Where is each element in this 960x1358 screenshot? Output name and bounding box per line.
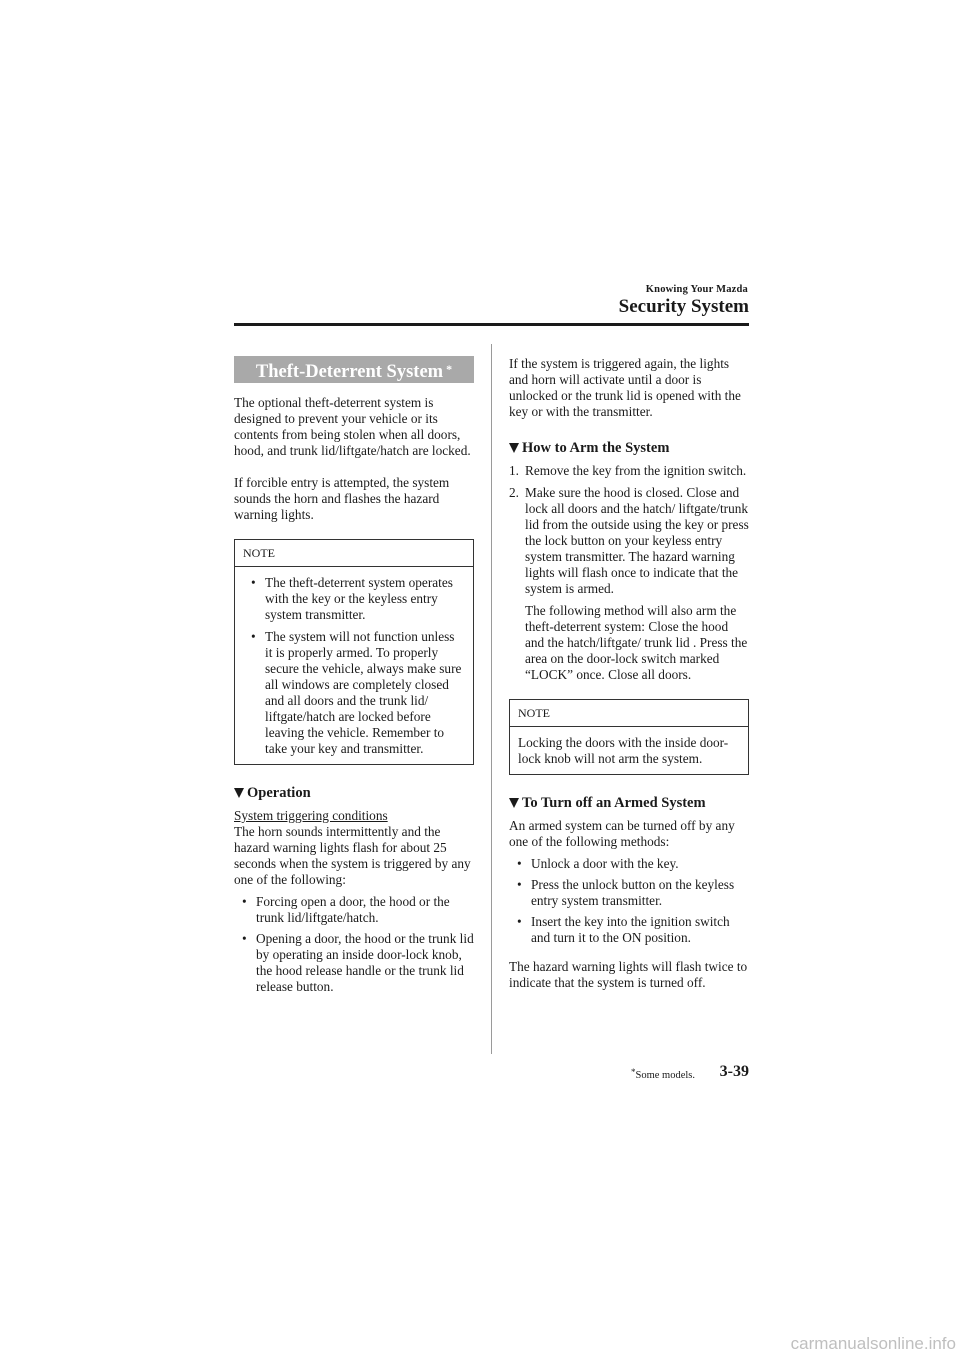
list-item: • Insert the key into the ignition switch and turn it to the ON position. (517, 914, 730, 945)
bullet-icon: • (242, 894, 247, 909)
page-number: 3-39 (719, 1063, 749, 1080)
right-column (509, 356, 749, 991)
column-divider (491, 344, 492, 1054)
bullet-icon: • (251, 575, 256, 590)
asterisk-icon: * (631, 1067, 636, 1077)
arm-heading: How to Arm the System (509, 440, 749, 456)
asterisk-icon: * (446, 362, 453, 376)
intro-paragraph: If forcible entry is attempted, the system sounds the horn and flashes the hazard warning lights. (234, 475, 450, 522)
page-title: Security System (618, 296, 749, 317)
bullet-icon: • (517, 914, 522, 929)
alt-method-text: The following method will also arm the theft-deterrent system: Close the hood and the hatch/liftgate/ trunk lid . Press the area on the door-lock switch marked “LOCK” once. Close all doors. (525, 603, 748, 682)
turn-off-heading: To Turn off an Armed System (509, 795, 749, 811)
banner-title: Theft-Deterrent System (255, 362, 444, 382)
note-heading: NOTE (510, 700, 748, 727)
closing-paragraph: The hazard warning lights will flash twice to indicate that the system is turned off. (509, 959, 748, 990)
section-label: Knowing Your Mazda (645, 284, 748, 295)
note-box (509, 699, 749, 775)
bullet-icon: • (517, 877, 522, 892)
note-bullet: • The theft-deterrent system operates with the key or the keyless entry system transmitter. (251, 575, 453, 622)
step-item: 1. Remove the key from the ignition switch. (509, 463, 747, 478)
intro-paragraph: The optional theft-deterrent system is designed to prevent your vehicle or its contents from being stolen when all doors, hood, and trunk lid/liftgate/hatch are locked. (234, 395, 471, 458)
left-column (234, 356, 474, 1000)
bullet-icon: • (251, 629, 256, 644)
watermark: carmanualsonline.info (790, 1334, 956, 1353)
note-text: Locking the doors with the inside door-lock knob will not arm the system. (518, 735, 729, 766)
bullet-icon: • (242, 931, 247, 946)
list-item: • Press the unlock button on the keyless entry system transmitter. (517, 877, 735, 908)
triangle-down-icon (234, 788, 244, 798)
note-heading: NOTE (235, 540, 473, 567)
section-banner (234, 356, 474, 383)
bullet-icon: • (517, 856, 522, 871)
list-item: • Unlock a door with the key. (517, 856, 679, 871)
list-item: • Forcing open a door, the hood or the trunk lid/liftgate/hatch. (242, 894, 450, 925)
retrigger-paragraph: If the system is triggered again, the lights and horn will activate until a door is unlocked or the trunk lid is opened with the key or with the transmitter. (509, 356, 741, 419)
operation-heading: Operation (234, 785, 474, 801)
header-rule (234, 323, 749, 326)
footnote: *Some models. (631, 1067, 695, 1081)
turn-off-text: An armed system can be turned off by any one of the following methods: (509, 818, 735, 849)
note-box (234, 539, 474, 765)
note-bullet: • The system will not function unless it is properly armed. To properly secure the vehicle, always make sure all windows are completely closed and all doors and the trunk lid/ liftgate/hatch are locked before leaving the vehicle. Remember to take your key and transmitter. (251, 629, 462, 756)
triangle-down-icon (509, 443, 519, 453)
subheading: System triggering conditions (234, 808, 388, 823)
list-item: • Opening a door, the hood or the trunk lid by operating an inside door-lock knob, the hood release handle or the trunk lid release button. (242, 931, 474, 994)
step-item: 2. Make sure the hood is closed. Close and lock all doors and the hatch/ liftgate/trunk lid from the outside using the key or press the lock button on your keyless entry system transmitter. The hazard warning lights will flash once to indicate that the system is armed. The following method will also arm the theft-deterrent system: Close the hood and the hatch/liftgate/ trunk lid . Press the area on the door-lock switch marked “LOCK” once. Close all doors. (509, 485, 749, 682)
triangle-down-icon (509, 798, 519, 808)
operation-text: The horn sounds intermittently and the hazard warning lights flash for about 25 seconds when the system is triggered by any one of the following: (234, 824, 471, 887)
